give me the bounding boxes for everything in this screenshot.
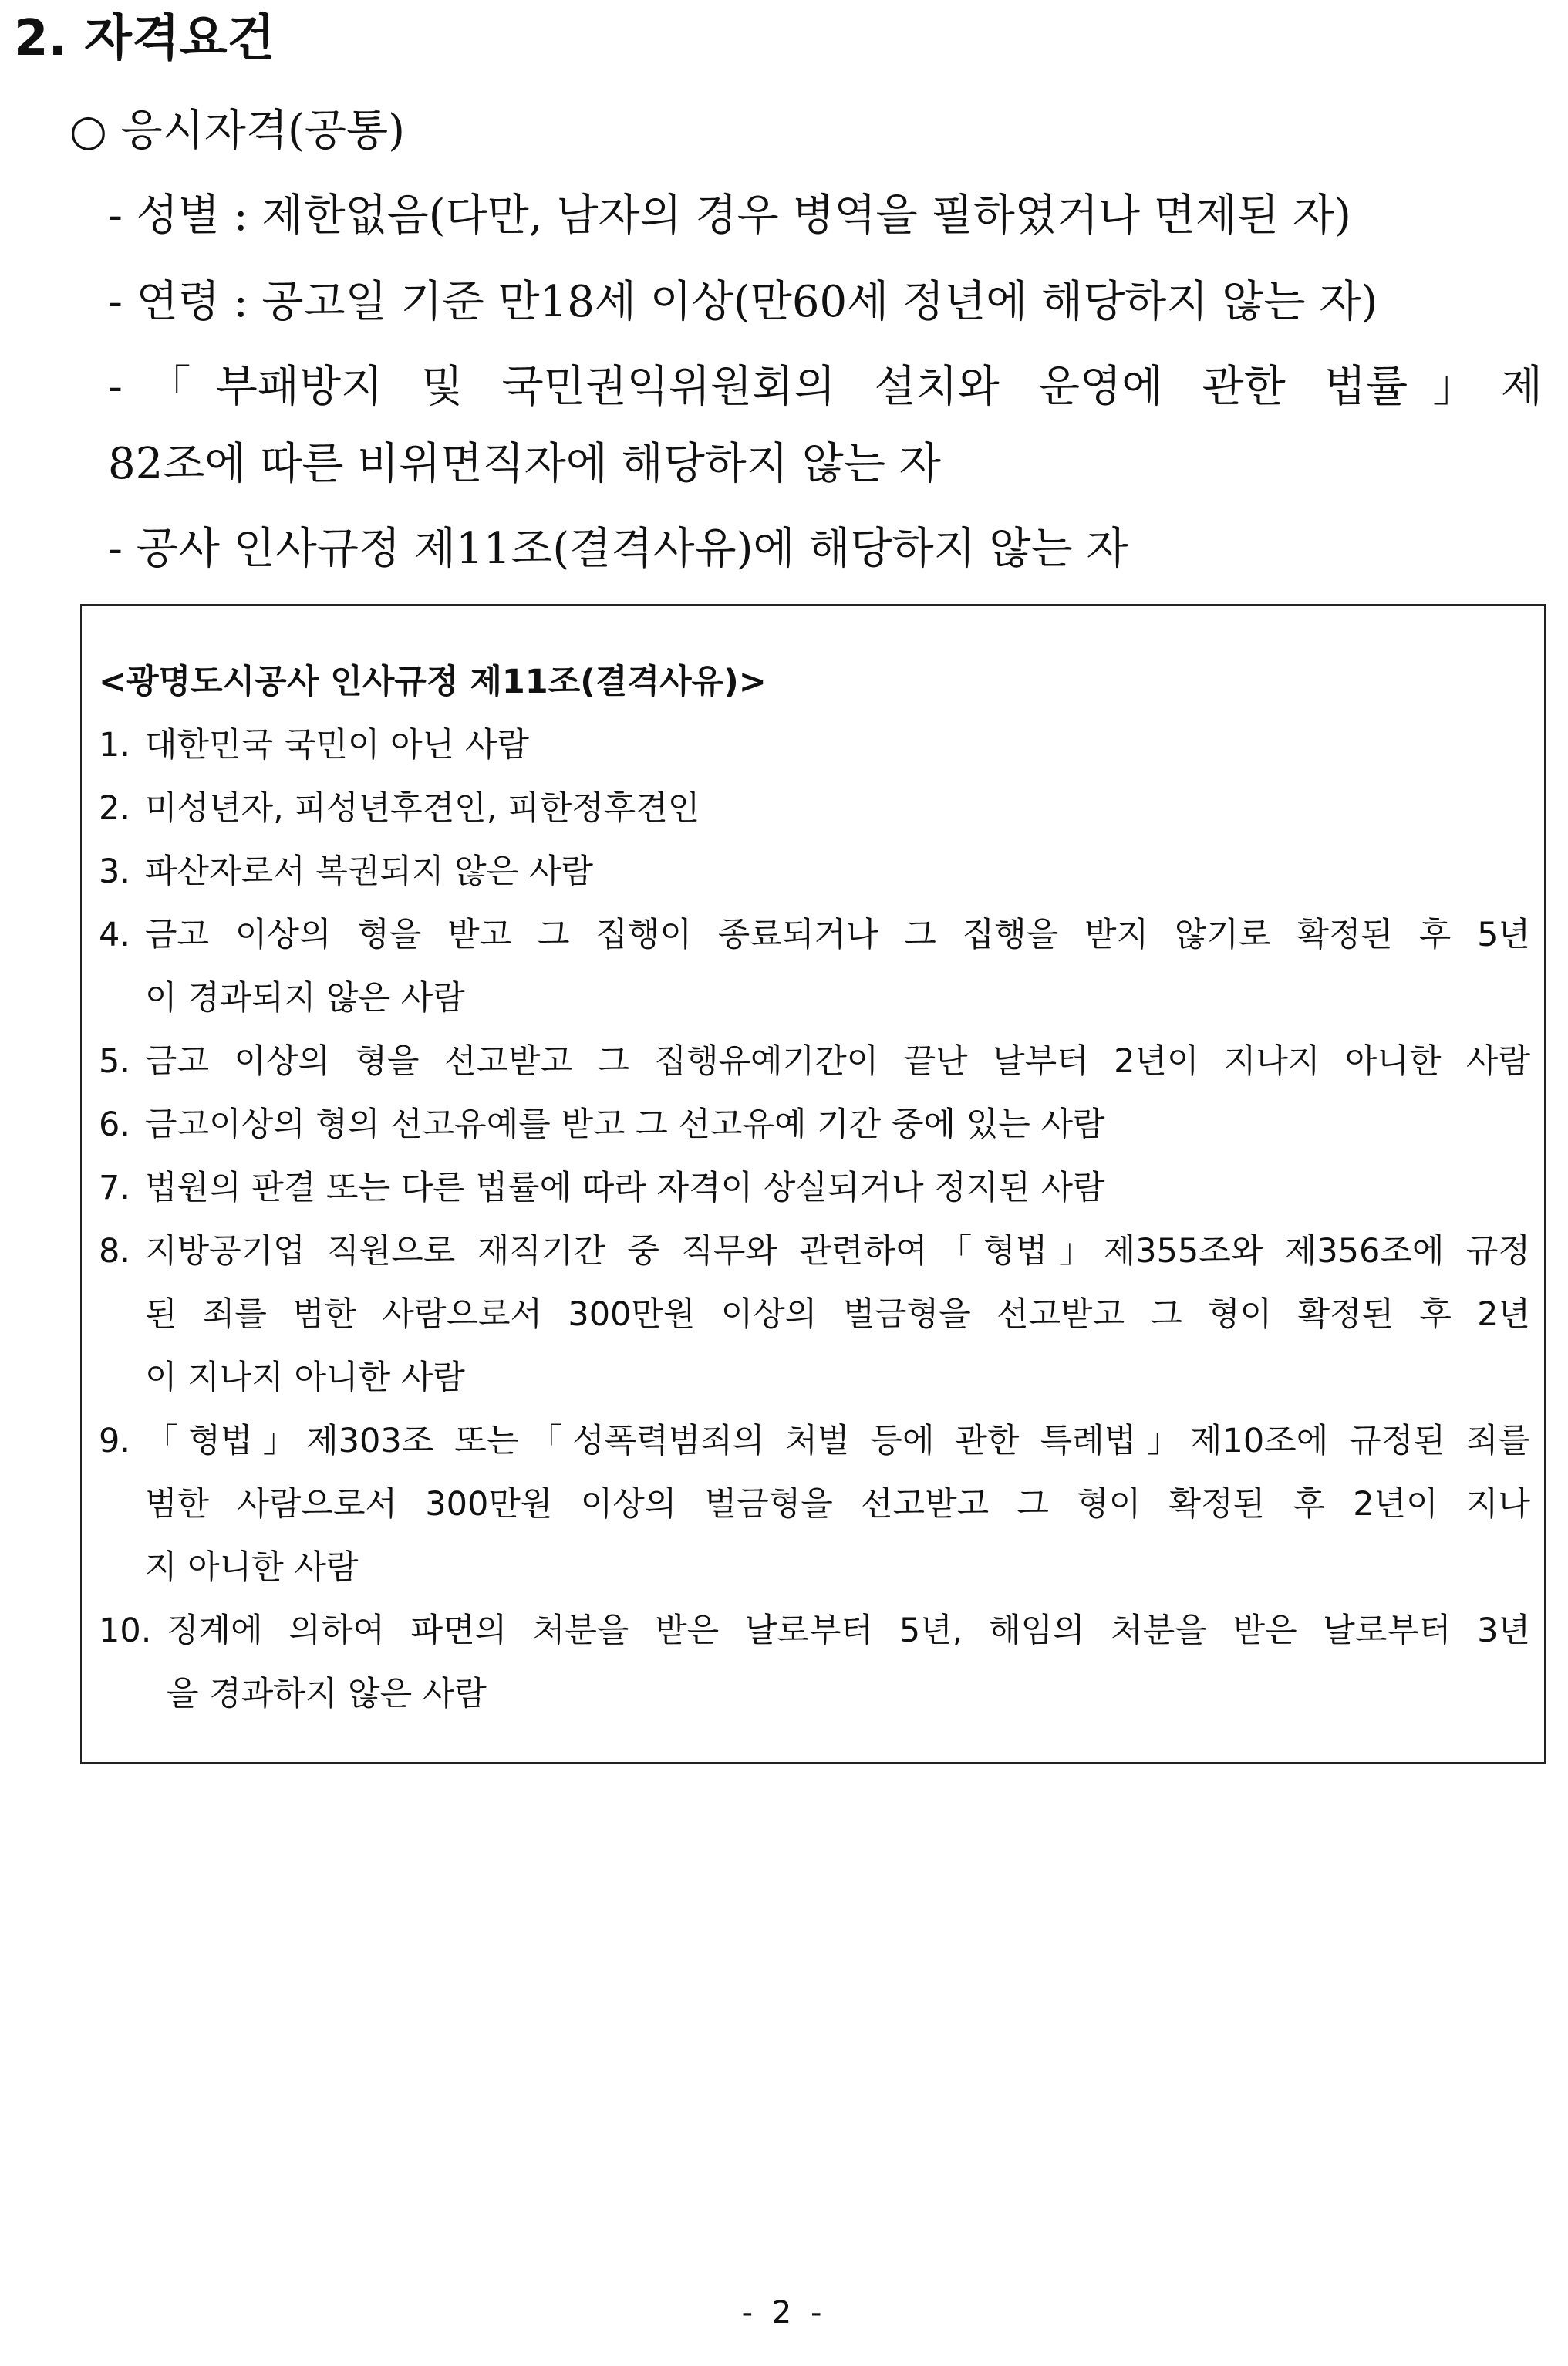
requirement-disqualification: - 공사 인사규정 제11조(결격사유)에 해당하지 않는 자 — [108, 524, 1128, 574]
item-text: 금고 이상의 형을 받고 그 집행이 종료되거나 그 집행을 받지 않기로 확정된 후 5년 — [145, 916, 1530, 954]
item-number: 1. — [99, 726, 131, 764]
disqualification-item-7 — [99, 1156, 1530, 1220]
requirement-anticorruption — [108, 356, 1543, 418]
item-text: 대한민국 국민이 아닌 사람 — [145, 726, 529, 764]
item-number: 2. — [99, 789, 131, 828]
disqualification-item-10 — [99, 1599, 1530, 1726]
disqualification-title: <광명도시공사 인사규정 제11조(결격사유)> — [99, 663, 767, 701]
disqualification-content — [99, 650, 1530, 1726]
requirement-anticorruption-line-2: 82조에 따른 비위면직자에 해당하지 않는 자 — [108, 439, 941, 489]
disqualification-item-1 — [99, 714, 1530, 777]
item-text: 파산자로서 복권되지 않은 사람 — [145, 852, 593, 891]
page-number: - 2 - — [741, 2295, 827, 2331]
item-text: 을 경과하지 않은 사람 — [167, 1675, 487, 1713]
item-text: 금고 이상의 형을 선고받고 그 집행유예기간이 끝난 날부터 2년이 지나지 아니한 사람 — [145, 1042, 1530, 1081]
item-text: 금고이상의 형의 선고유예를 받고 그 선고유예 기간 중에 있는 사람 — [145, 1105, 1105, 1144]
item-number: 4. — [99, 916, 131, 954]
item-number: 9. — [99, 1422, 131, 1460]
item-text: 범한 사람으로서 300만원 이상의 벌금형을 선고받고 그 형이 확정된 후 2년이 지나 — [145, 1485, 1530, 1524]
item-number: 5. — [99, 1042, 131, 1081]
disqualification-item-6 — [99, 1093, 1530, 1156]
item-number: 3. — [99, 852, 131, 891]
requirement-gender: - 성별 : 제한없음(다만, 남자의 경우 병역을 필하였거나 면제된 자) — [108, 191, 1351, 241]
item-text: 징계에 의하여 파면의 처분을 받은 날로부터 5년, 해임의 처분을 받은 날로부터 3년 — [167, 1612, 1530, 1650]
disqualification-item-4 — [99, 903, 1530, 1030]
disqualification-item-8 — [99, 1220, 1530, 1409]
item-text: 지방공기업 직원으로 재직기간 중 직무와 관련하여「형법」제355조와 제356조에 규정 — [145, 1232, 1530, 1271]
item-number: 10. — [99, 1612, 152, 1650]
item-number: 6. — [99, 1105, 131, 1144]
disqualification-item-5 — [99, 1030, 1530, 1093]
item-text: 이 지나지 아니한 사람 — [145, 1359, 465, 1397]
requirement-age: - 연령 : 공고일 기준 만18세 이상(만60세 정년에 해당하지 않는 자) — [108, 277, 1378, 327]
item-number: 8. — [99, 1232, 131, 1271]
disqualification-box — [80, 604, 1546, 1764]
item-text: 미성년자, 피성년후견인, 피한정후견인 — [145, 789, 700, 828]
disqualification-item-9 — [99, 1409, 1530, 1599]
item-text: 된 죄를 범한 사람으로서 300만원 이상의 벌금형을 선고받고 그 형이 확정된 후 2년 — [145, 1295, 1530, 1334]
item-number: 7. — [99, 1169, 131, 1207]
item-text: 법원의 판결 또는 다른 법률에 따라 자격이 상실되거나 정지된 사람 — [145, 1169, 1105, 1207]
item-text: 이 경과되지 않은 사람 — [145, 979, 465, 1018]
disqualification-item-3 — [99, 840, 1530, 903]
requirements-heading: ○ 응시자격(공통) — [69, 106, 405, 156]
section-title: 2. 자격요건 — [14, 10, 275, 67]
disqualification-item-2 — [99, 777, 1530, 840]
item-text: 지 아니한 사람 — [145, 1548, 359, 1587]
requirement-anticorruption-line-1: -「부패방지 및 국민권익위원회의 설치와 운영에 관한 법률」제 — [108, 362, 1543, 412]
item-text: 「형법」제303조 또는「성폭력범죄의 처벌 등에 관한 특례법」제10조에 규정된 죄를 — [145, 1422, 1530, 1460]
